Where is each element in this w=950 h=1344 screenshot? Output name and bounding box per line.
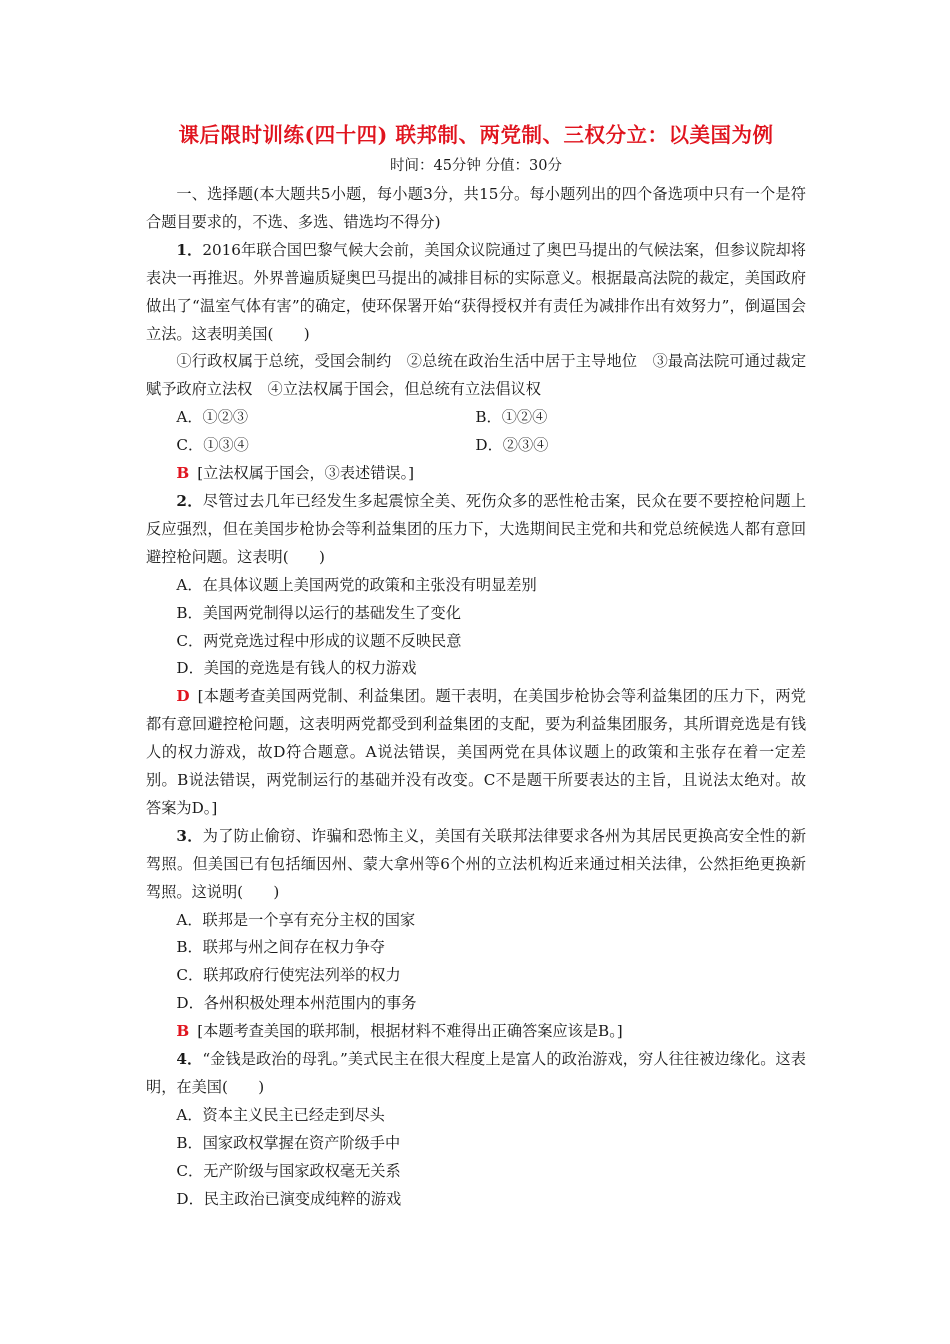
option-b: B．联邦与州之间存在权力争夺 <box>176 938 385 957</box>
answer-explanation: [本题考查美国两党制、利益集团。题干表明，在美国步枪协会等利益集团的压力下，两党都有意回避控枪问题，这表明两党都受到利益集团的支配，要为利益集团服务，其所谓竞选是有钱人的权力游戏，故D符合题意。A说法错误，美国两党在具体议题上的政策和主张存在着一定差别。B说法错误，两党制运行的基础并没有改变。C不是题干所要表达的主旨，且说法太绝对。故答案为D。] <box>146 687 806 817</box>
options-row <box>146 432 806 460</box>
question-3 <box>146 823 806 907</box>
answer-explanation: [本题考查美国的联邦制，根据材料不难得出正确答案应该是B。] <box>197 1022 623 1041</box>
question-2 <box>146 488 806 572</box>
page-title: 课后限时训练(四十四) 联邦制、两党制、三权分立：以美国为例 <box>178 123 774 147</box>
option-c: C．无产阶级与国家政权毫无关系 <box>176 1161 401 1180</box>
question-number: 2． <box>176 491 203 510</box>
answer-letter: B <box>176 464 190 483</box>
option-c: C．联邦政府行使宪法列举的权力 <box>176 966 401 985</box>
question-1 <box>146 237 806 349</box>
question-number: 4． <box>176 1050 203 1069</box>
option-c: C．①③④ <box>176 436 249 455</box>
option-c: C．两党竞选过程中形成的议题不反映民意 <box>176 631 462 650</box>
answer-letter: B <box>176 1022 190 1041</box>
question-stem: 为了防止偷窃、诈骗和恐怖主义，美国有关联邦法律要求各州为其居民更换高安全性的新驾照。但美国已有包括缅因州、蒙大拿州等6个州的立法机构近来通过相关法律，公然拒绝更换新驾照。这说明( ) <box>146 826 807 901</box>
option-a: A．联邦是一个享有充分主权的国家 <box>176 910 416 929</box>
answer-letter: D <box>176 687 190 706</box>
option-b: B．①②④ <box>475 408 548 427</box>
time-score-line: 时间：45分钟 分值：30分 <box>389 158 562 174</box>
question-number: 3． <box>176 826 203 845</box>
question-1-statements: ①行政权属于总统，受国会制约 ②总统在政治生活中居于主导地位 ③最高法院可通过裁定赋予政府立法权 ④立法权属于国会，但总统有立法倡议权 <box>146 352 806 399</box>
option-a: A．在具体议题上美国两党的政策和主张没有明显差别 <box>176 575 537 594</box>
answer-explanation: [立法权属于国会，③表述错误。] <box>197 464 415 483</box>
question-stem: 尽管过去几年已经发生多起震惊全美、死伤众多的恶性枪击案，民众在要不要控枪问题上反应强烈，但在美国步枪协会等利益集团的压力下，大选期间民主党和共和党总统候选人都有意回避控枪问题。这表明( ) <box>146 491 807 566</box>
option-d: D．②③④ <box>475 436 549 455</box>
document-page <box>146 118 806 1214</box>
option-a: A．①②③ <box>176 408 249 427</box>
option-d: D．美国的竞选是有钱人的权力游戏 <box>176 659 417 678</box>
options-row <box>146 404 806 432</box>
option-a: A．资本主义民主已经走到尽头 <box>176 1105 385 1124</box>
answer-1 <box>146 460 806 488</box>
section-intro: 一、选择题(本大题共5小题，每小题3分，共15分。每小题列出的四个备选项中只有一个是符合题目要求的，不选、多选、错选均不得分) <box>146 185 806 231</box>
question-stem: 2016年联合国巴黎气候大会前，美国众议院通过了奥巴马提出的气候法案，但参议院却将表决一再推迟。外界普遍质疑奥巴马提出的减排目标的实际意义。根据最高法院的裁定，美国政府做出了“温室气体有害”的确定，使环保署开始“获得授权并有责任为减排作出有效努力”，倒逼国会立法。这表明美国( ) <box>146 240 806 343</box>
question-stem: “金钱是政治的母乳。”美式民主在很大程度上是富人的政治游戏，穷人往往被边缘化。这表明，在美国( ) <box>146 1050 806 1096</box>
option-d: D．民主政治已演变成纯粹的游戏 <box>176 1189 402 1208</box>
question-4 <box>146 1046 806 1102</box>
question-number: 1． <box>176 240 203 259</box>
option-d: D．各州积极处理本州范围内的事务 <box>176 994 417 1013</box>
option-b: B．美国两党制得以运行的基础发生了变化 <box>176 603 461 622</box>
answer-2 <box>146 683 806 823</box>
answer-3 <box>146 1018 806 1046</box>
option-b: B．国家政权掌握在资产阶级手中 <box>176 1133 401 1152</box>
